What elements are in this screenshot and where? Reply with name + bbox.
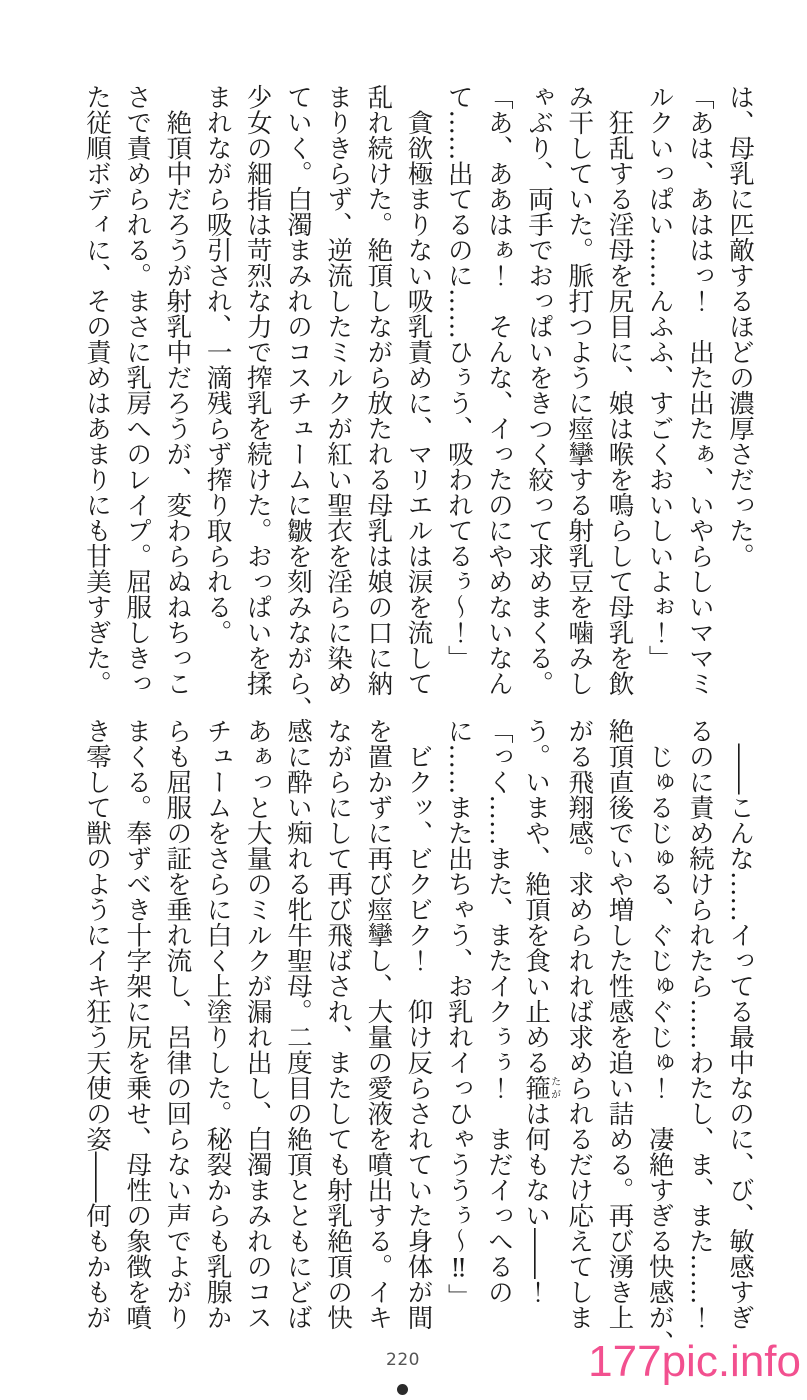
text-line: 狂乱する淫母を尻目に、娘は喉を鳴らして母乳を飲 (604, 84, 635, 696)
text-line: ゃぶり、両手でおっぱいをきつく絞って求めまくる。 (524, 84, 555, 696)
text-line: さで責められる。まさに乳房へのレイプ。屈服しきっ (122, 84, 153, 696)
text-line: き零して獣のようにイキ狂う天使の姿――何もかもが (82, 718, 112, 1330)
text-line: に……また出ちゃう、お乳れイっひゃううぅ～‼」 (443, 718, 474, 1309)
text-line: がる飛翔感。求められれば求められるだけ応えてしま (564, 718, 595, 1330)
text-line: まくる。奉ずべき十字架に尻を乗せ、母性の象徴を噴 (122, 718, 153, 1330)
text-line: 「っく……また、またイクぅぅ！ まだイっへるの (483, 718, 514, 1305)
text-line: 絶頂中だろうが射乳中だろうが、変わらぬねちっこ (162, 84, 193, 696)
text-line: を置かずに再び痙攣し、大量の愛液を噴出する。イキ (363, 718, 394, 1330)
text-line: 乱れ続けた。絶頂しながら放たれる母乳は娘の口に納 (363, 84, 394, 696)
text-line: た従順ボディに、その責めはあまりにも甘美すぎた。 (82, 84, 112, 696)
text-line-with-ruby (519, 718, 559, 1334)
text-line: まりきらず、逆流したミルクが紅い聖衣を淫らに染め (323, 84, 354, 696)
text-line: ていく。白濁まみれのコスチュームに皺を刻みながら、 (282, 84, 313, 722)
text-line: み干していた。脈打つように痙攣する射乳豆を噛みし (564, 84, 595, 696)
text-line: 感に酔い痴れる牝牛聖母。二度目の絶頂とともにどば (282, 718, 313, 1330)
text-line: あぁっと大量のミルクが漏れ出し、白濁まみれのコス (242, 718, 273, 1330)
text-segment: う。いまや、絶頂を食い止める (521, 718, 552, 1075)
text-line: チュームをさらに白く上塗りした。秘裂からも乳腺か (202, 718, 233, 1330)
text-block-lower (77, 718, 760, 1356)
text-line: 少女の細指は苛烈な力で搾乳を続けた。おっぱいを揉 (242, 84, 273, 696)
text-line: て……出てるのに……ひぅう、吸われてるぅ～！」 (443, 84, 474, 671)
watermark: 177pic.info (588, 1337, 801, 1386)
page-number: 220 (386, 1350, 420, 1370)
text-line: は、母乳に匹敵するほどの濃厚さだった。 (725, 84, 755, 569)
text-segment: は何もない――！ (521, 1100, 552, 1305)
text-line: ビクッ、ビクビク！ 仰け反らされていた身体が間 (403, 718, 434, 1330)
text-line: 「あは、あははっ！ 出た出たぁ、いやらしいママミ (684, 84, 715, 696)
text-line: まれながら吸引され、一滴残らず搾り取られる。 (202, 84, 233, 645)
text-block-upper (77, 84, 760, 722)
ruby-base: 箍 (521, 1075, 552, 1101)
text-line: 貪欲極まりない吸乳責めに、マリエルは涙を流して (403, 84, 434, 696)
text-line: ルクいっぱい……んふふ、すごくおいしいよぉ！」 (644, 84, 675, 671)
text-line: じゅるじゅる、ぐじゅぐじゅ！ 凄絶すぎる快感が、 (644, 718, 675, 1356)
ruby-reading: たが (548, 1075, 560, 1101)
text-line: らも屈服の証を垂れ流し、呂律の回らない声でよがり (162, 718, 193, 1330)
text-line: るのに責め続けられたら……わたし、ま、また……！ (684, 718, 715, 1330)
ruby-annotation (521, 1075, 560, 1101)
text-line: ――こんな……イってる最中なのに、び、敏感すぎ (725, 718, 755, 1330)
text-line: ながらにして再び飛ばされ、またしても射乳絶頂の快 (323, 718, 354, 1330)
text-line: 絶頂直後でいや増した性感を追い詰める。再び湧き上 (604, 718, 635, 1330)
page-marker-dot (397, 1384, 408, 1395)
text-line: 「あ、ああはぁ！ そんな、イったのにやめないなん (483, 84, 514, 696)
